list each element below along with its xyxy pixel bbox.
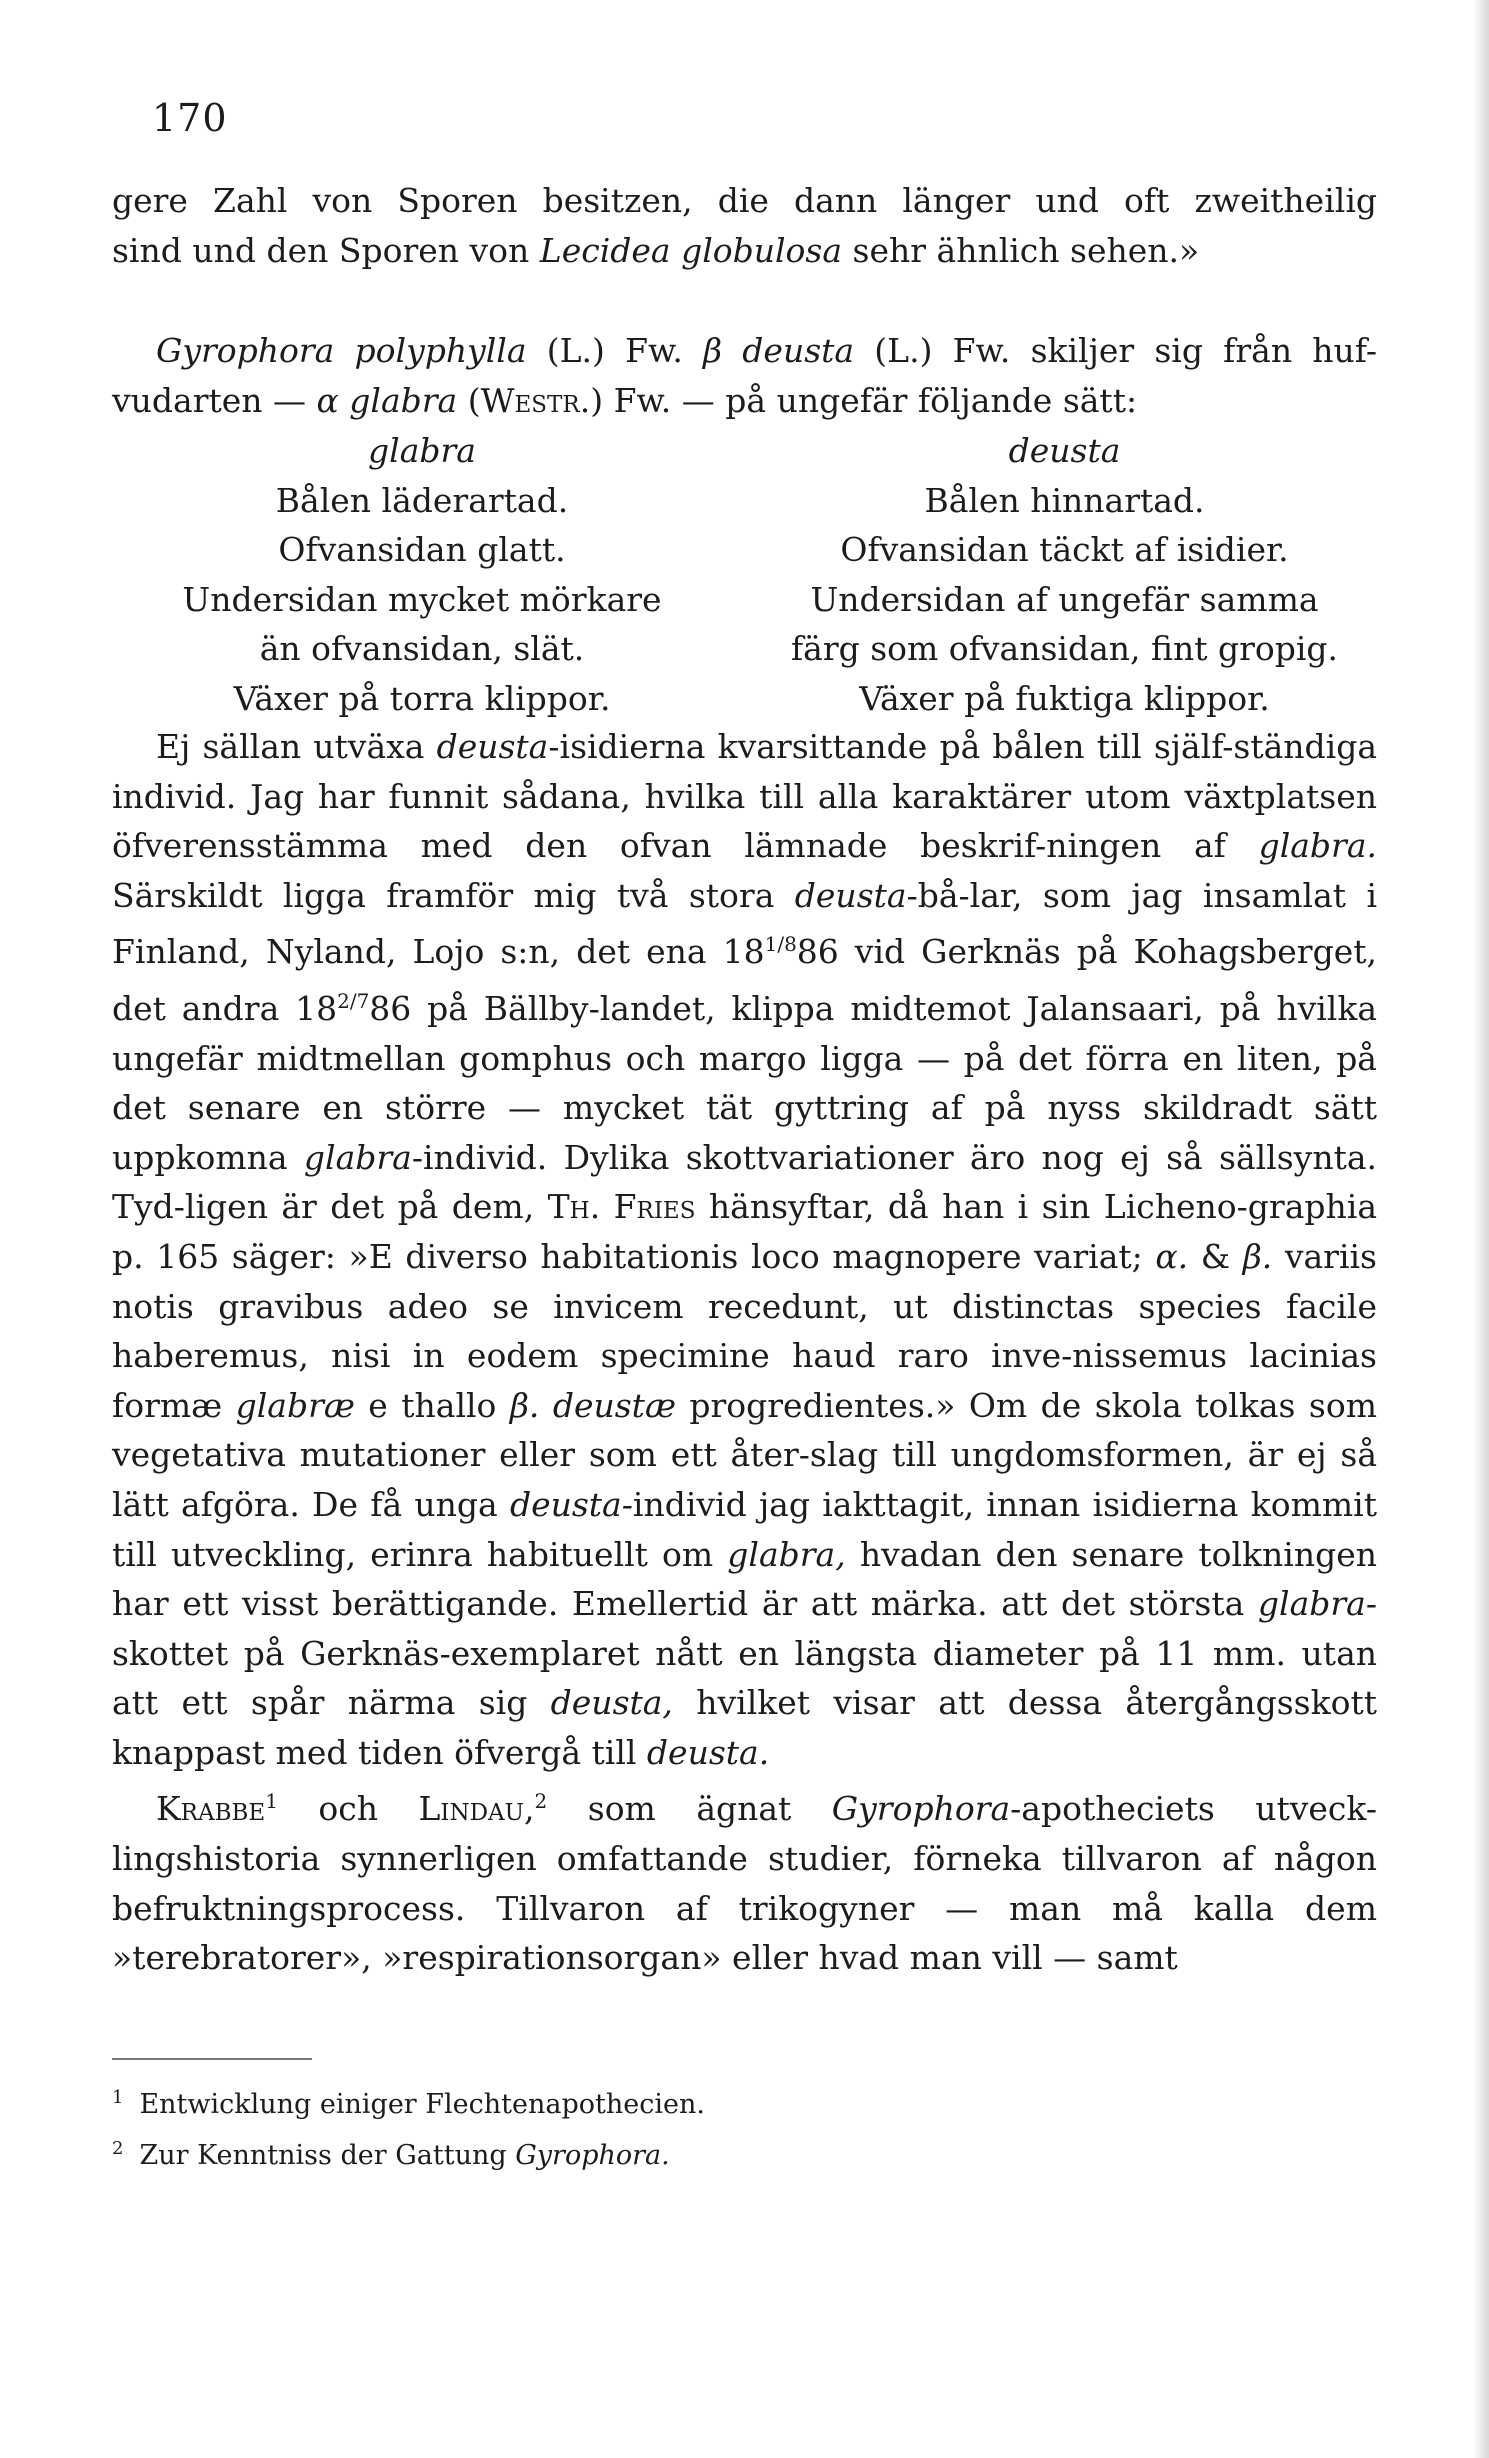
taxon-name: glabra	[338, 380, 458, 420]
body-text: 86 vid Gerknäs på Kohagsberget, det andra 18	[112, 932, 1377, 1028]
taxon-name: deusta	[722, 331, 855, 370]
column-line: än ofvansidan, slät.	[259, 629, 585, 669]
page-number: 170	[152, 96, 228, 140]
footnotes	[112, 2076, 1377, 2178]
taxon-name: deusta	[436, 727, 549, 766]
paragraph-2	[112, 1777, 1377, 1982]
taxon-name: glabra.	[1258, 826, 1377, 866]
body-text: -skottet på Gerknäs-exemplaret nått en längsta diameter på 11 mm. utan att ett spår närma sig	[112, 1584, 1377, 1723]
author-westr: Westr.	[480, 380, 591, 420]
body-text: individ jag iakttagit, innan isidierna kommit till utveckling, erinra habituellt om	[112, 1484, 1377, 1574]
footnote-text: Entwicklung einiger Flechtenapothecien.	[139, 2089, 705, 2120]
top-line-2b: sehr ähnlich sehen.»	[842, 230, 1200, 270]
alpha-symbol: α.	[1155, 1236, 1189, 1276]
intro-text: vudarten —	[112, 380, 317, 420]
column-line: färg som ofvansidan, fint gropig.	[790, 629, 1339, 669]
intro-text: (L.) Fw. skiljer sig från huf-	[854, 331, 1377, 370]
footnote-mark: 2	[112, 2138, 124, 2159]
taxon-name: glabra	[1257, 1584, 1366, 1624]
body-text: -bå-lar, som jag insamlat i Finland, Nyland, Lojo s:n, det ena 18	[112, 875, 1377, 972]
footnote-text: Zur Kenntniss der Gattung	[139, 2140, 516, 2171]
body-text: hänsyftar, då han i sin Licheno-graphia p. 165 säger: »E diverso habitationis loco magnopere variat;	[112, 1187, 1377, 1276]
body-text: som ägnat	[547, 1789, 832, 1829]
body-text: Särskildt ligga framför mig två stora	[112, 875, 795, 915]
footnote-2	[112, 2127, 1377, 2178]
taxon-name: deusta,	[550, 1683, 673, 1723]
top-paragraph	[112, 176, 1377, 275]
body-text: och	[277, 1789, 419, 1829]
top-line-2a: sind und den Sporen von	[112, 230, 540, 270]
column-line: Växer på torra klippor.	[233, 678, 611, 718]
page-edge-shadow	[1473, 0, 1489, 2458]
column-line: Ofvansidan täckt af isidier.	[840, 530, 1289, 570]
column-line: Bålen hinnartad.	[924, 480, 1205, 520]
top-line-1: gere Zahl von Sporen besitzen, die dann länger und oft zweitheilig	[112, 181, 1377, 220]
beta-symbol: β.	[1242, 1236, 1273, 1276]
column-line: Bålen läderartad.	[275, 480, 569, 520]
column-line: Ofvansidan glatt.	[278, 530, 566, 570]
author-fries: Th. Fries	[547, 1187, 696, 1227]
author-lindau: Lindau,	[418, 1789, 535, 1829]
date-fraction: 1/8	[764, 932, 797, 957]
author-krabbe: Krabbe	[156, 1789, 266, 1829]
body-text: Ej sällan utväxa	[156, 727, 437, 766]
taxon-name: glabræ	[235, 1385, 355, 1425]
beta-symbol: β	[703, 331, 723, 370]
taxon-name: Gyrophora	[831, 1789, 1011, 1829]
column-glabra	[112, 426, 732, 724]
intro-text: ) Fw. — på ungefär följande sätt:	[590, 380, 1138, 420]
taxon-name: deusta	[794, 875, 907, 915]
taxon-name: Gyrophora polyphylla	[156, 331, 527, 370]
date-fraction: 2/7	[337, 988, 370, 1013]
main-body	[112, 722, 1377, 1983]
taxon-name: glabra,	[727, 1534, 846, 1574]
taxon-name: Gyrophora.	[515, 2140, 670, 2171]
body-text: variis notis gravibus adeo se invicem recedunt, ut distinctas species facile haberemus, nisi in eodem specimine haud raro inve-nissemus lacinias formæ	[112, 1236, 1377, 1425]
body-text: -individ. Dylika skottvariationer äro nog ej så sällsynta. Tyd-ligen är det på dem,	[112, 1137, 1377, 1227]
footnote-ref[interactable]: 1	[265, 1789, 278, 1814]
column-line: Undersidan af ungefär samma	[810, 579, 1319, 619]
body-text: &	[1188, 1236, 1243, 1276]
body-text: progredientes.» Om de skola tolkas som vegetativa mutationer eller som ett åter-slag till ungdomsformen, är ej så lätt afgöra. De få unga	[112, 1385, 1377, 1524]
footnote-1	[112, 2076, 1377, 2127]
column-deusta	[752, 426, 1377, 724]
intro-paragraph	[112, 326, 1377, 425]
species-name: Lecidea globulosa	[539, 230, 843, 270]
taxon-name: deusta.	[646, 1732, 770, 1772]
body-text: -isidierna kvarsittande på bålen till själf-ständiga individ. Jag har funnit sådana, hvilka till alla karaktärer utom växtplatsen öfverensstämma med den ofvan lämnade beskrif-ningen af	[112, 727, 1377, 866]
body-text: hvadan den senare tolkningen har ett visst berättigande. Emellertid är att märka. att det största	[112, 1534, 1377, 1624]
taxon-name: glabra	[303, 1137, 412, 1177]
paragraph-1	[112, 722, 1377, 1777]
body-text: 86 på Bällby-landet, klippa midtemot Jalansaari, på hvilka ungefär midtmellan gomphus och margo ligga — på det förra en liten, på det senare en större — mycket tät gyttring af på nyss skildradt sätt uppkomna	[112, 988, 1378, 1177]
body-text: e thallo	[354, 1385, 510, 1425]
footnote-mark: 1	[112, 2087, 124, 2108]
column-heading: glabra	[368, 431, 476, 470]
intro-text: (	[457, 380, 481, 420]
alpha-symbol: α	[316, 380, 339, 420]
column-heading: deusta	[1008, 431, 1121, 470]
column-line: Växer på fuktiga klippor.	[859, 678, 1270, 718]
column-line: Undersidan mycket mörkare	[182, 579, 662, 619]
footnote-rule	[112, 2058, 312, 2060]
taxon-name: deusta-	[509, 1484, 633, 1524]
author: (L.) Fw.	[526, 331, 704, 370]
body-text: hvilket visar att dessa återgångsskott knappast med tiden öfvergå till	[112, 1683, 1377, 1772]
footnote-ref[interactable]: 2	[534, 1789, 548, 1814]
body-text: -apotheciets utveck-lingshistoria synnerligen omfattande studier, förneka tillvaron af någon befruktningsprocess. Tillvaron af trikogyner — man må kalla dem »terebratorer», »respirationsorgan» eller hvad man vill — samt	[112, 1789, 1377, 1978]
taxon-name: β. deustæ	[509, 1385, 676, 1425]
